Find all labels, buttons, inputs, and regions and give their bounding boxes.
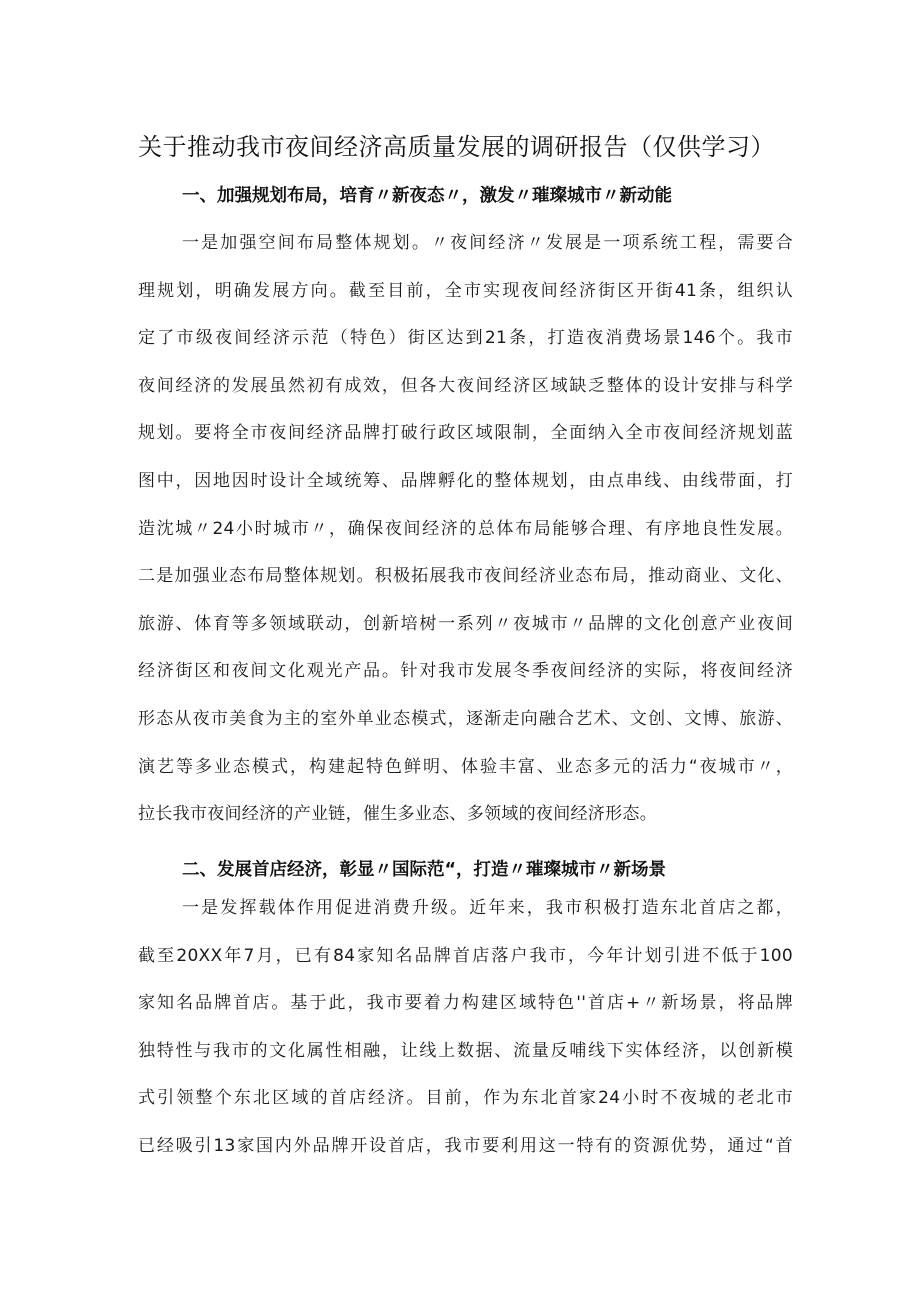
paragraph-line: 造沈城〃24小时城市〃，确保夜间经济的总体布局能够合理、有序地良性发展。: [138, 518, 793, 539]
paragraph-line: 独特性与我市的文化属性相融，让线上数据、流量反哺线下实体经济，以创新模: [138, 1040, 793, 1061]
paragraph-line: 形态从夜市美食为主的室外单业态模式，逐渐走向融合艺术、文创、文博、旅游、: [138, 708, 793, 729]
paragraph-line: 夜间经济的发展虽然初有成效，但各大夜间经济区域缺乏整体的设计安排与科学: [138, 375, 793, 396]
section-heading-1: 一、加强规划布局，培育〃新夜态〃，激发〃璀璨城市〃新动能: [182, 186, 672, 206]
section-1-body: [138, 220, 793, 839]
paragraph-line: 定了市级夜间经济示范（特色）街区达到21条，打造夜消费场景146个。我市: [138, 328, 793, 349]
paragraph-line: 理规划，明确发展方向。截至目前，全市实现夜间经济街区开街41条，组织认: [138, 280, 793, 301]
paragraph-line: 家知名品牌首店。基于此，我市要着力构建区域特色''首店+〃新场景，将品牌: [138, 993, 793, 1014]
section-heading-2: 二、发展首店经济，彰显〃国际范“，打造〃璀璨城市〃新场景: [182, 860, 666, 880]
paragraph-line: 式引领整个东北区域的首店经济。目前，作为东北首家24小时不夜城的老北市: [138, 1088, 793, 1109]
paragraph-line: 规划。要将全市夜间经济品牌打破行政区域限制，全面纳入全市夜间经济规划蓝: [138, 423, 793, 444]
paragraph-line: 一是加强空间布局整体规划。〃夜间经济〃发展是一项系统工程，需要合: [182, 233, 793, 253]
paragraph-line: 演艺等多业态模式，构建起特色鲜明、体验丰富、业态多元的活力“夜城市〃，: [138, 756, 793, 777]
paragraph-line: 二是加强业态布局整体规划。积极拓展我市夜间经济业态布局，推动商业、文化、: [138, 566, 793, 587]
document-title: 关于推动我市夜间经济高质量发展的调研报告（仅供学习）: [138, 133, 775, 161]
paragraph-line: 截至20XX年7月，已有84家知名品牌首店落户我市，今年计划引进不低于100: [138, 945, 793, 966]
paragraph-line: 旅游、体育等多领域联动，创新培树一系列〃夜城市〃品牌的文化创意产业夜间: [138, 613, 793, 634]
paragraph-line: 经济街区和夜间文化观光产品。针对我市发展冬季夜间经济的实际，将夜间经济: [138, 661, 793, 682]
paragraph-line: 拉长我市夜间经济的产业链，催生多业态、多领域的夜间经济形态。: [138, 804, 657, 825]
paragraph-line: 已经吸引13家国内外品牌开设首店，我市要利用这一特有的资源优势，通过“首: [138, 1135, 793, 1156]
section-2-body: [138, 885, 793, 1171]
paragraph-line: 图中，因地因时设计全域统筹、品牌孵化的整体规划，由点串线、由线带面，打: [138, 470, 793, 491]
paragraph-line: 一是发挥载体作用促进消费升级。近年来，我市积极打造东北首店之都，: [182, 898, 793, 918]
